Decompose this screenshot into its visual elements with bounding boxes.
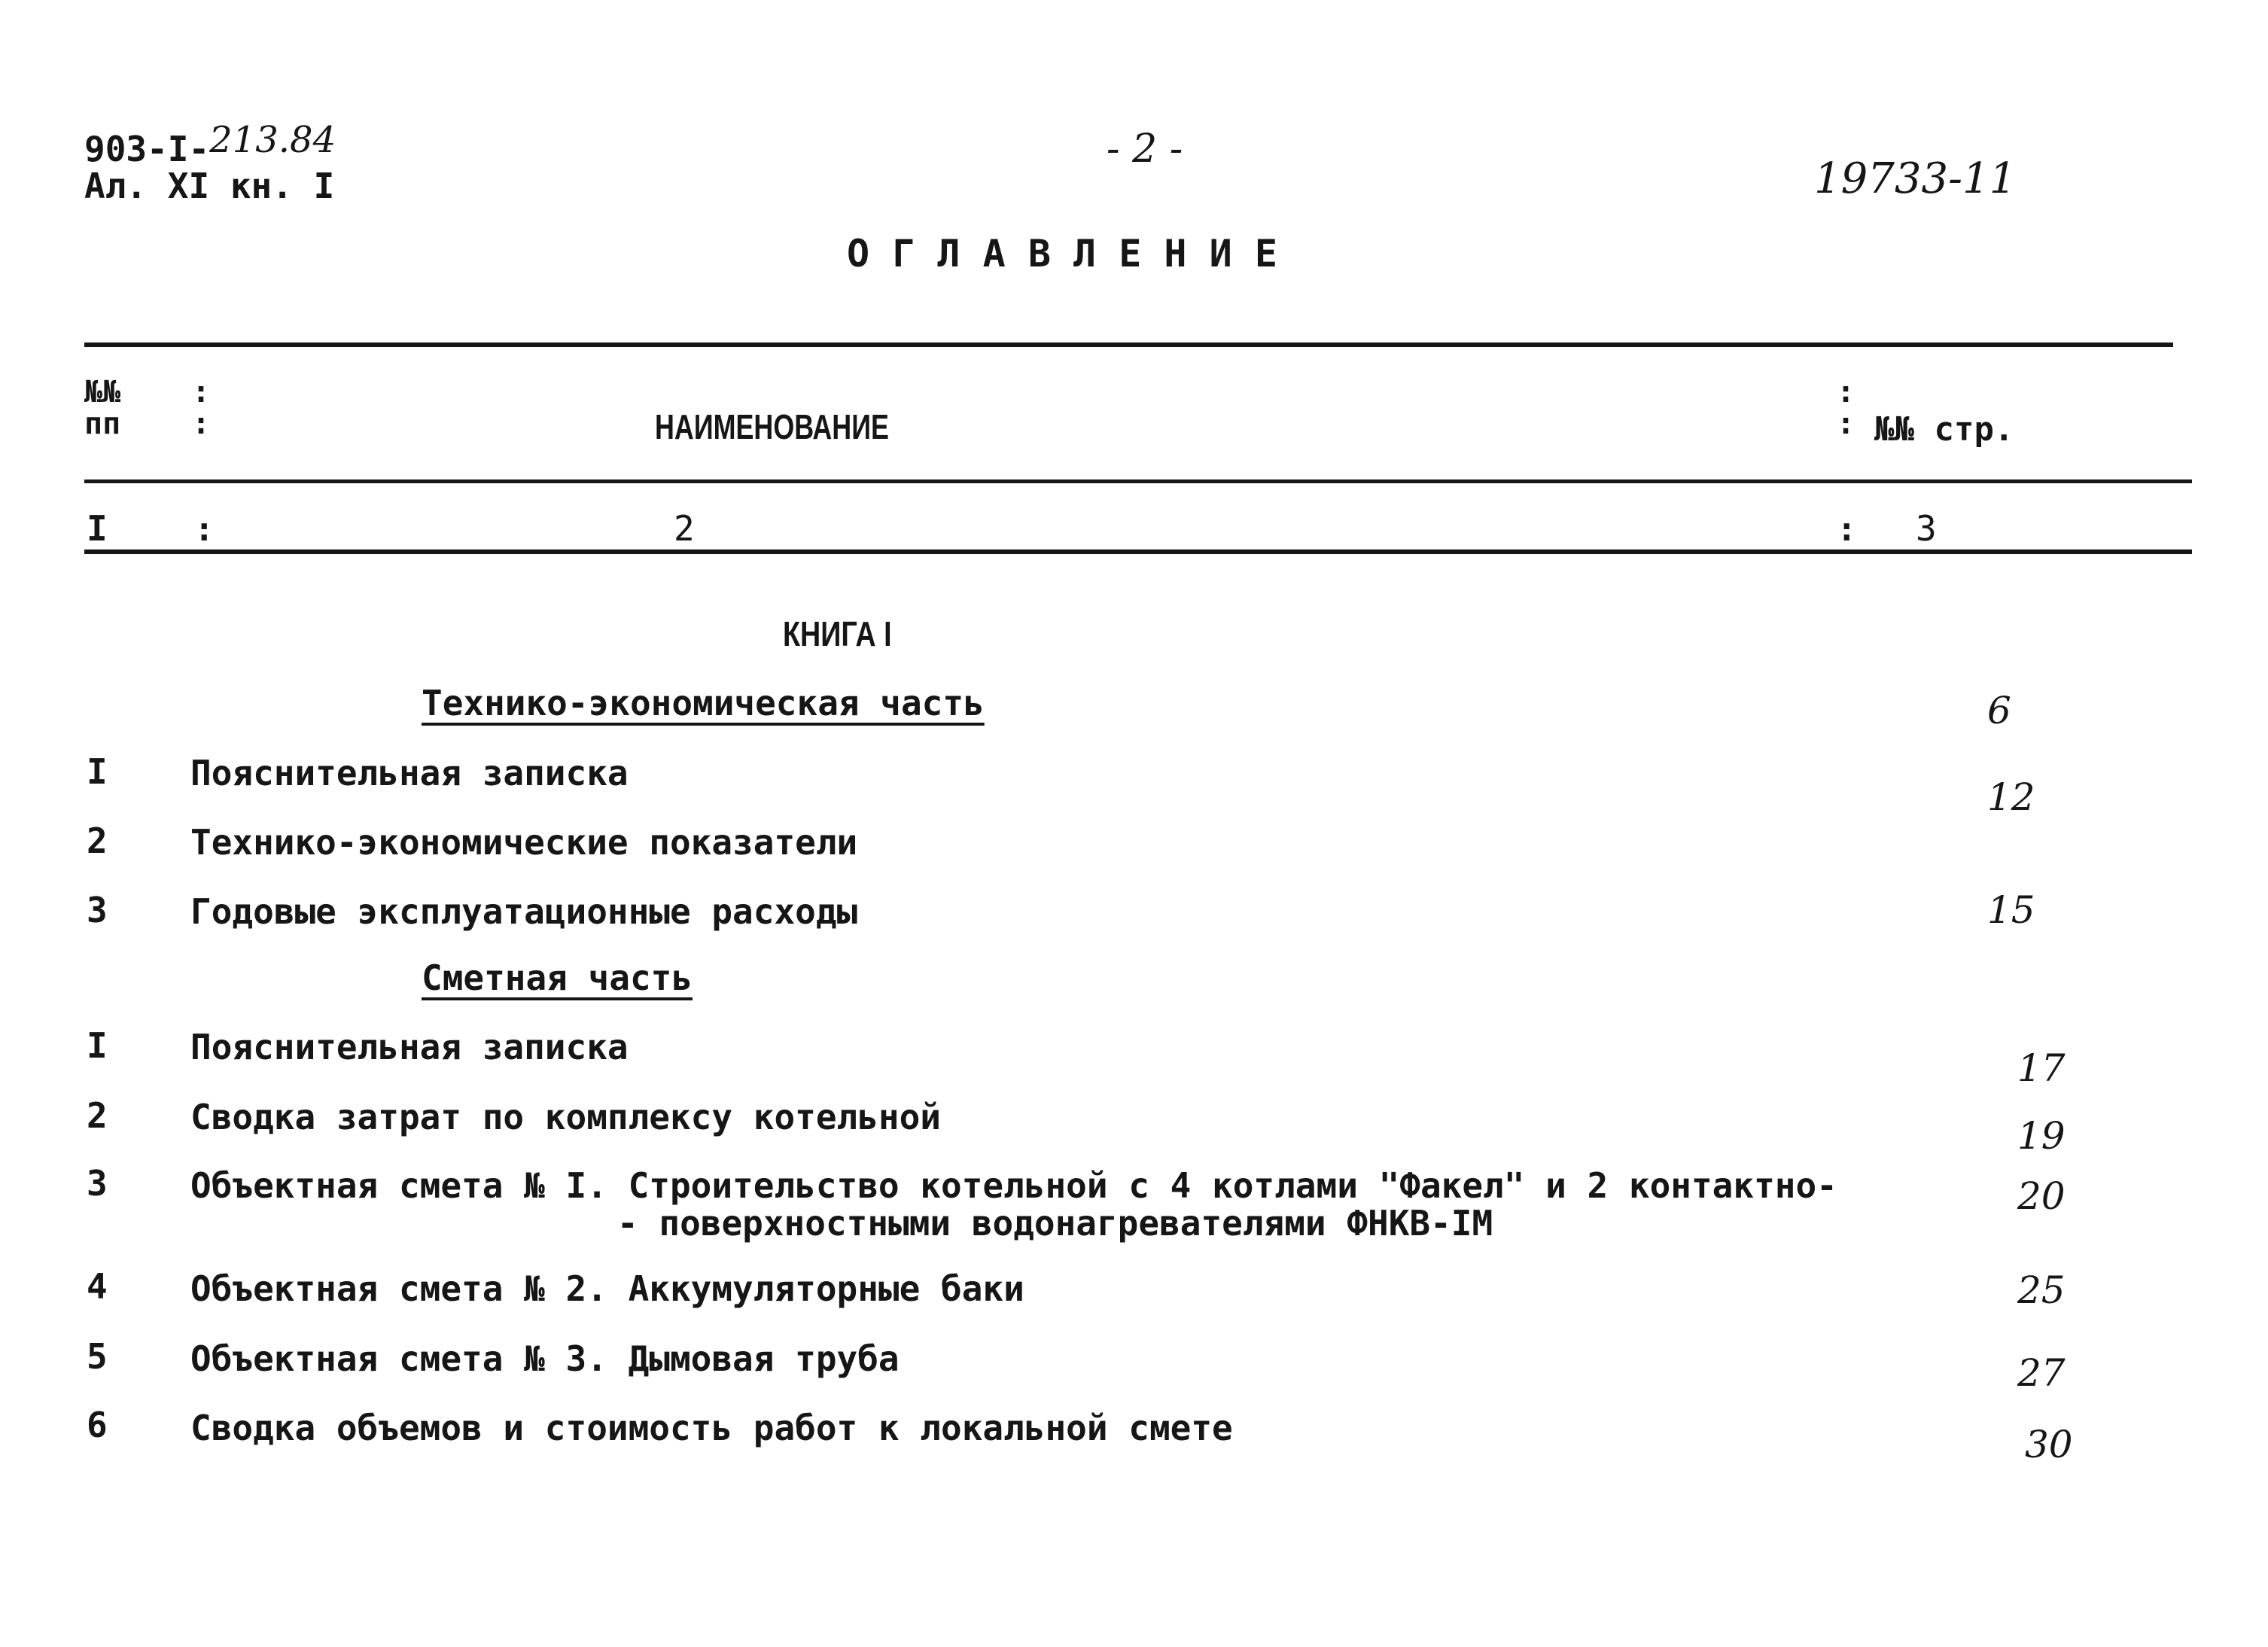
list-item-number: 2	[87, 1095, 108, 1136]
list-item-page: 12	[1987, 775, 2035, 819]
list-item-page: 17	[2017, 1046, 2066, 1090]
column-number-header	[84, 376, 120, 440]
list-item-page: 19	[2017, 1114, 2066, 1158]
table-index-rule	[84, 550, 2192, 554]
list-item-number: 2	[87, 820, 108, 861]
list-item-text: Объектная смета № 3. Дымовая труба	[190, 1338, 900, 1379]
column-separator-2: : :	[1837, 375, 1855, 441]
list-item-text: Технико-экономические показатели	[190, 822, 858, 863]
page-title: О Г Л А В Л Е Н И Е	[847, 232, 1277, 276]
list-item-text: Объектная смета № 2. Аккумуляторные баки	[190, 1268, 1024, 1309]
section-page-number: 6	[1987, 689, 2011, 732]
list-item-text: Пояснительная записка	[190, 753, 629, 793]
column-separator-1: : :	[192, 375, 211, 441]
list-item-page: 30	[2025, 1423, 2073, 1466]
list-item-text-continuation: - поверхностными водонагревателями ФНКВ-IМ	[617, 1203, 1493, 1244]
list-item-text: Сводка объемов и стоимость работ к локальной смете	[190, 1408, 1233, 1448]
list-item-number: 6	[87, 1405, 108, 1445]
table-top-rule	[84, 342, 2173, 347]
document-code-handwritten: 213.84	[209, 119, 336, 161]
table-header-rule	[84, 479, 2192, 483]
section-title: Сметная часть	[422, 957, 693, 998]
list-item-page: 25	[2017, 1268, 2066, 1312]
list-item-page: 27	[2017, 1351, 2066, 1395]
column-index-separator-1: :	[194, 510, 215, 549]
list-item-number: I	[87, 1025, 108, 1066]
list-item-number: 3	[87, 890, 108, 930]
book-title: КНИГА I	[783, 614, 892, 653]
list-item-number: I	[87, 751, 108, 792]
column-name-header: НАИМЕНОВАНИЕ	[655, 407, 889, 446]
list-item-page: 20	[2017, 1174, 2066, 1218]
column-page-header: №№ стр.	[1874, 410, 2014, 449]
archive-number: 19733-11	[1814, 154, 2017, 203]
list-item-page: 15	[1987, 888, 2035, 932]
section-title: Технико-экономическая часть	[422, 683, 985, 723]
list-item-text: Годовые эксплуатационные расходы	[190, 891, 858, 932]
album-book-label: Ал. XI кн. I	[84, 166, 335, 206]
list-item-text: Объектная смета № I. Строительство котельной с 4 котлами "Факел" и 2 контактно-	[190, 1165, 1837, 1206]
column-index-3: 3	[1916, 508, 1937, 549]
column-index-2: 2	[674, 508, 695, 549]
column-index-separator-2: :	[1837, 510, 1857, 549]
list-item-number: 3	[87, 1163, 108, 1204]
list-item-text: Сводка затрат по комплексу котельной	[190, 1097, 941, 1137]
document-code	[84, 119, 336, 170]
list-item-number: 5	[87, 1336, 108, 1377]
document-code-prefix: 903-I-	[84, 129, 210, 169]
page-marker: - 2 -	[1107, 126, 1183, 172]
column-number-line2: пп	[84, 406, 121, 441]
column-index-1: I	[87, 508, 108, 549]
list-item-number: 4	[87, 1266, 108, 1307]
column-number-line1: №№	[84, 375, 121, 409]
list-item-text: Пояснительная записка	[190, 1027, 629, 1067]
